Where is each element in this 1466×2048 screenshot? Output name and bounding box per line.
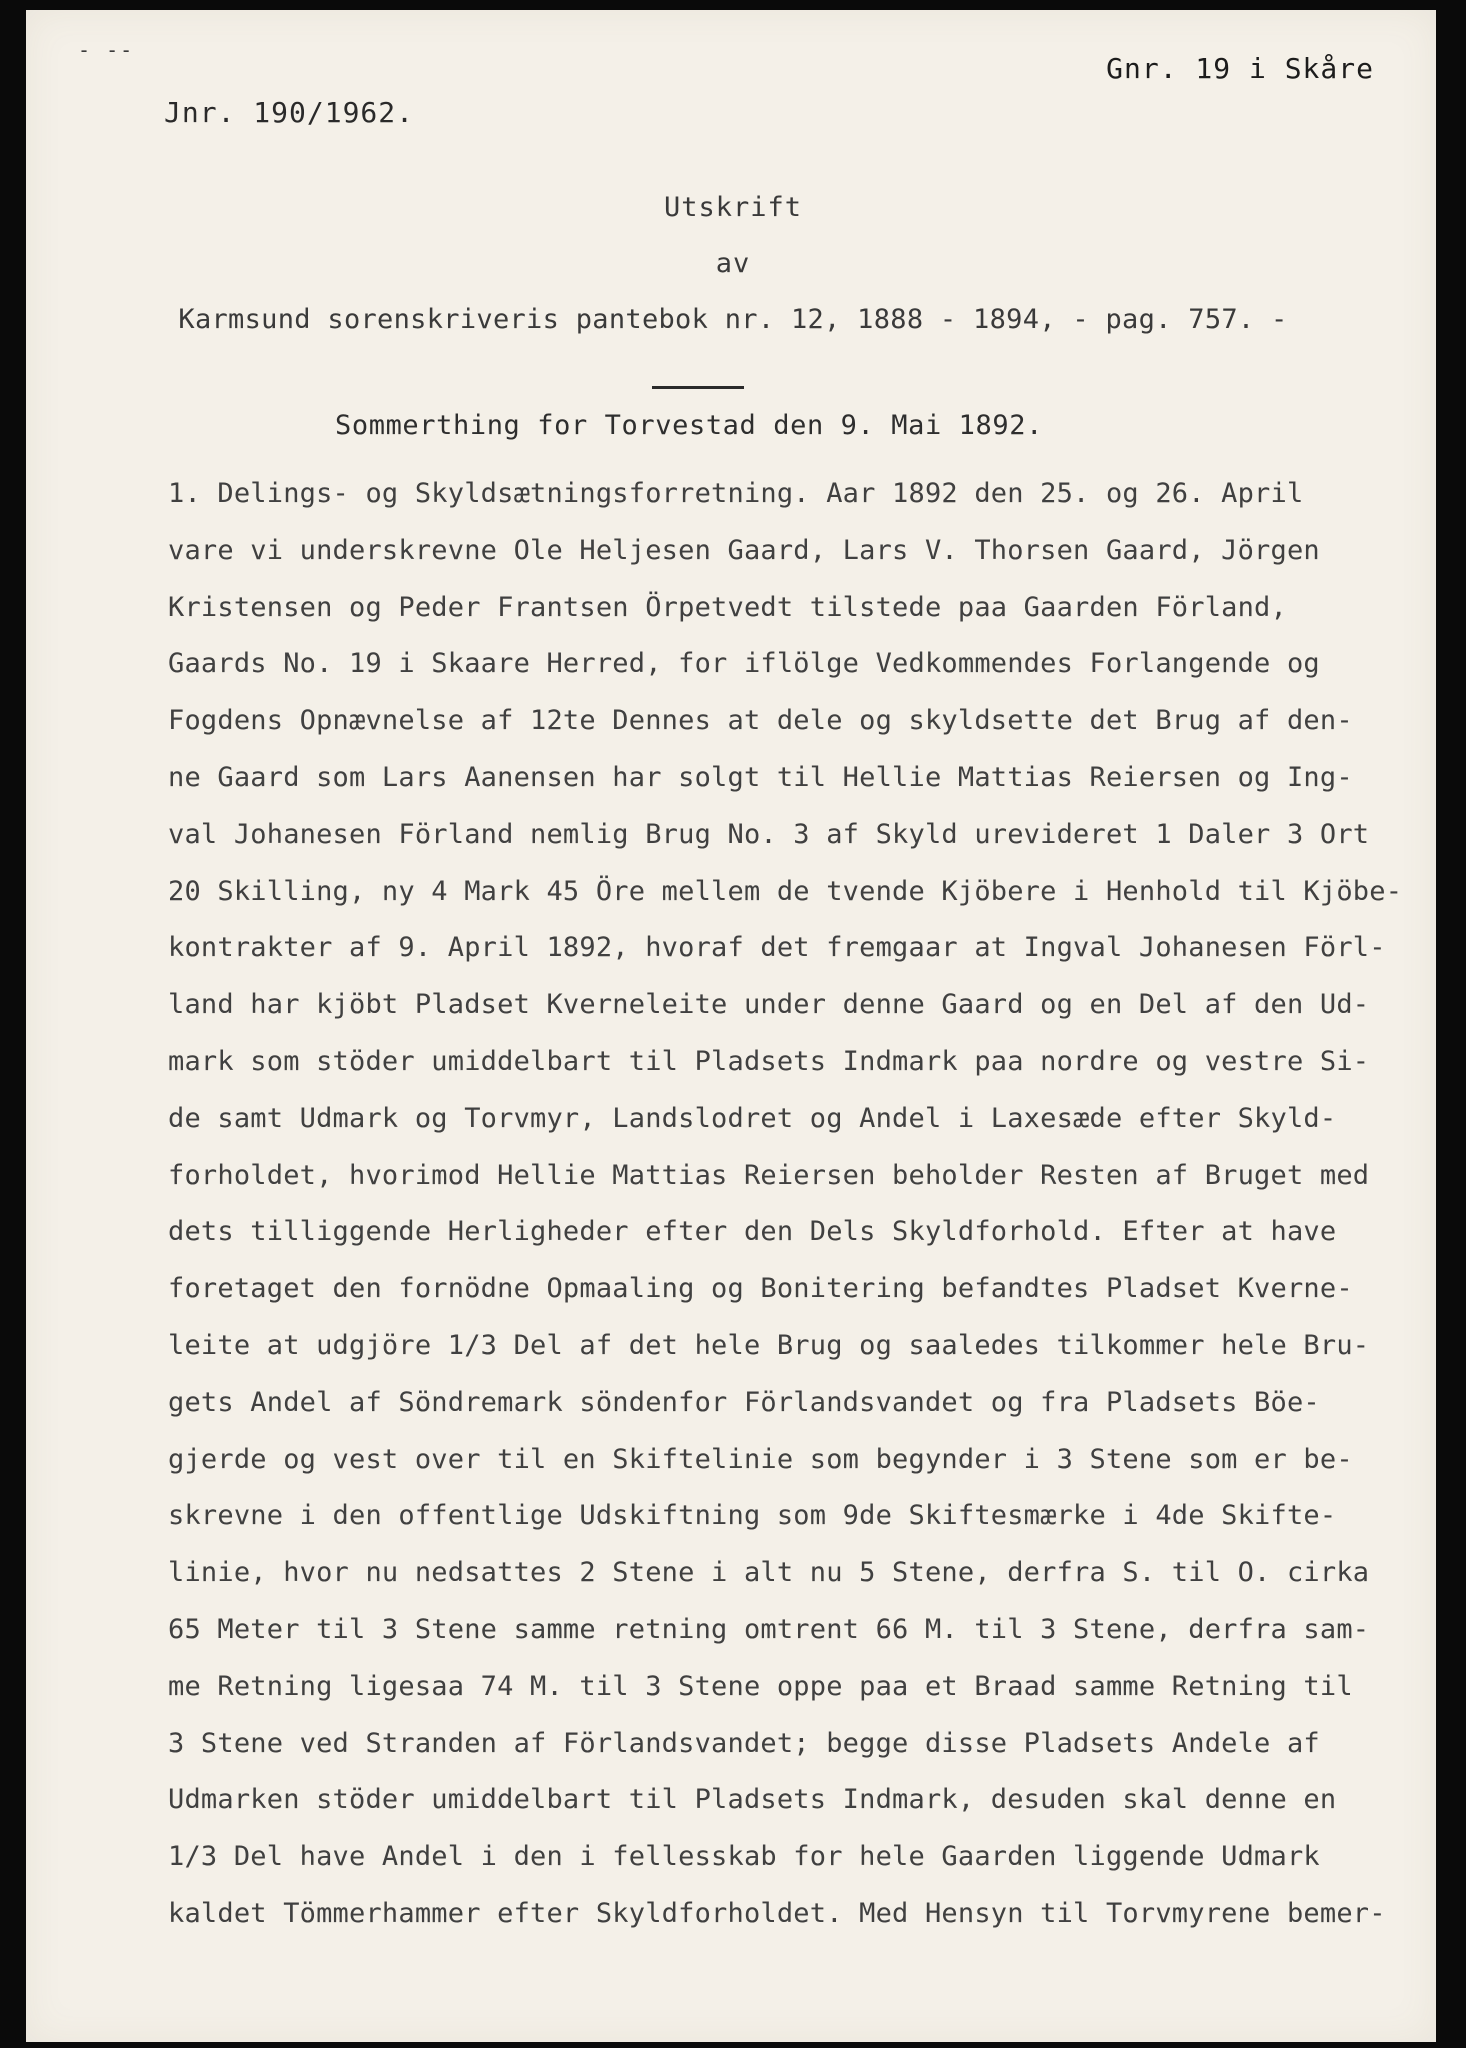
text-line: 20 Skilling, ny 4 Mark 45 Öre mellem de tvende Kjöbere i Henhold til Kjöbe- (168, 875, 1403, 907)
text-line: kontrakter af 9. April 1892, hvoraf det fremgaar at Ingval Johanesen Förl- (168, 932, 1386, 964)
text-line: foretaget den fornödne Opmaaling og Bonitering befandtes Pladset Kverne- (168, 1273, 1353, 1305)
document-title: Utskrift (663, 192, 803, 223)
corner-mark: - -- (78, 38, 135, 62)
body-text (168, 466, 1440, 1943)
text-line: ne Gaard som Lars Aanensen har solgt til Hellie Mattias Reiersen og Ing- (168, 761, 1353, 793)
text-line: linie, hvor nu nedsattes 2 Stene i alt nu 5 Stene, derfra S. til O. cirka (168, 1557, 1370, 1589)
property-reference: Gnr. 19 i Skåre (1106, 52, 1374, 85)
journal-number: Jnr. 190/1962. (164, 96, 415, 129)
divider (652, 386, 744, 389)
text-line: Kristensen og Peder Frantsen Örpetvedt tilstede paa Gaarden Förland, (168, 591, 1287, 623)
text-line: forholdet, hvorimod Hellie Mattias Reiersen beholder Resten af Bruget med (168, 1159, 1370, 1191)
text-line: val Johanesen Förland nemlig Brug No. 3 af Skyld urevideret 1 Daler 3 Ort (168, 818, 1370, 850)
document-subtitle: av (715, 248, 751, 279)
text-line: Udmarken stöder umiddelbart til Pladsets Indmark, desuden skal denne en (168, 1784, 1337, 1816)
text-line: gjerde og vest over til en Skiftelinie som begynder i 3 Stene som er be- (168, 1443, 1353, 1475)
text-line: kaldet Tömmerhammer efter Skyldforholdet. Med Hensyn til Torvmyrene bemer- (168, 1897, 1386, 1929)
text-line: leite at udgjöre 1/3 Del af det hele Brug og saaledes tilkommer hele Bru- (168, 1329, 1370, 1361)
text-line: land har kjöbt Pladset Kverneleite under denne Gaard og en Del af den Ud- (168, 989, 1370, 1021)
text-line: skrevne i den offentlige Udskiftning som 9de Skiftesmærke i 4de Skifte- (168, 1500, 1337, 1532)
text-line: 1. Delings- og Skyldsætningsforretning. Aar 1892 den 25. og 26. April (168, 478, 1304, 509)
text-line: gets Andel af Söndremark söndenfor Förlandsvandet og fra Pladsets Böe- (168, 1386, 1320, 1418)
text-line: 65 Meter til 3 Stene samme retning omtrent 66 M. til 3 Stene, derfra sam- (168, 1613, 1370, 1645)
text-line: dets tilliggende Herligheder efter den Dels Skyldforhold. Efter at have (168, 1216, 1337, 1248)
text-line: Gaards No. 19 i Skaare Herred, for iflölge Vedkommendes Forlangende og (168, 648, 1320, 680)
document-source: Karmsund sorenskriveris pantebok nr. 12, 1888 - 1894, - pag. 757. - (178, 304, 1288, 335)
text-line: Fogdens Opnævnelse af 12te Dennes at dele og skyldsette det Brug af den- (168, 705, 1353, 737)
session-heading: Sommerthing for Torvestad den 9. Mai 1892. (335, 410, 1043, 441)
text-line: 3 Stene ved Stranden af Förlandsvandet; begge disse Pladsets Andele af (168, 1727, 1320, 1759)
text-line: vare vi underskrevne Ole Heljesen Gaard, Lars V. Thorsen Gaard, Jörgen (168, 534, 1320, 566)
text-line: mark som stöder umiddelbart til Pladsets Indmark paa nordre og vestre Si- (168, 1045, 1370, 1077)
text-line: de samt Udmark og Torvmyr, Landslodret og Andel i Laxesæde efter Skyld- (168, 1102, 1337, 1134)
text-line: 1/3 Del have Andel i den i fellesskab for hele Gaarden liggende Udmark (168, 1841, 1320, 1873)
text-line: me Retning ligesaa 74 M. til 3 Stene oppe paa et Braad samme Retning til (168, 1670, 1353, 1702)
